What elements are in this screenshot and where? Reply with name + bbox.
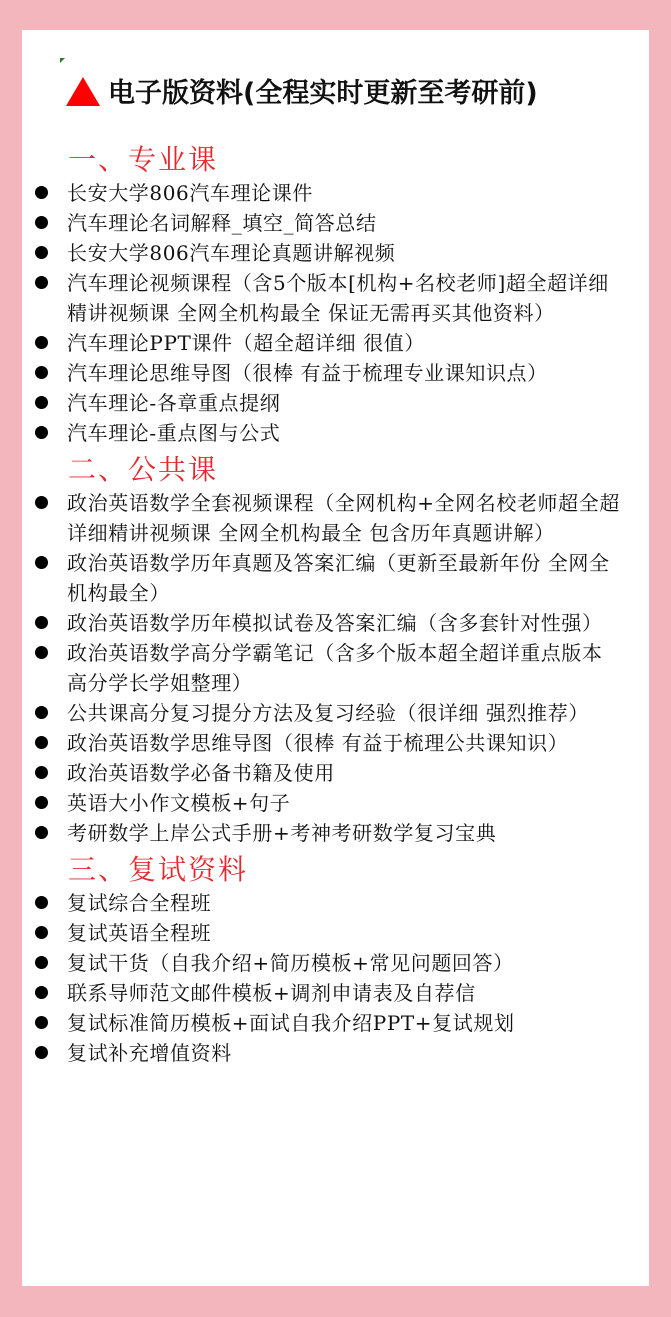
list-item: [22, 698, 649, 728]
item-list: [22, 888, 649, 1068]
bullet-icon: [35, 336, 48, 349]
list-item: [22, 918, 649, 948]
bullet-icon: [35, 736, 48, 749]
bullet-icon: [35, 426, 48, 439]
item-text: 汽车理论名词解释_填空_简答总结: [67, 211, 377, 235]
item-text: 政治英语数学必备书籍及使用: [67, 761, 335, 785]
list-item: [22, 888, 649, 918]
item-text: 复试干货（自我介绍+简历模板+常见问题回答）: [67, 951, 514, 975]
item-text: 长安大学806汽车理论真题讲解视频: [67, 241, 396, 265]
bullet-icon: [35, 706, 48, 719]
warning-triangle-icon: [66, 77, 100, 106]
list-item: [22, 638, 649, 698]
list-item: [22, 388, 649, 418]
list-item: [22, 818, 649, 848]
title-row: [66, 70, 538, 110]
bullet-icon: [35, 896, 48, 909]
section-heading: 二、公共课: [68, 453, 219, 486]
item-text: 复试补充增值资料: [67, 1041, 232, 1065]
bullet-icon: [35, 496, 48, 509]
item-text: 考研数学上岸公式手册+考神考研数学复习宝典: [67, 821, 497, 845]
item-text: 汽车理论-重点图与公式: [67, 421, 281, 445]
bullet-icon: [35, 366, 48, 379]
list-item: [22, 418, 649, 448]
list-item: [22, 1038, 649, 1068]
bullet-icon: [35, 616, 48, 629]
list-item: [22, 788, 649, 818]
list-item: [22, 948, 649, 978]
list-item: [22, 358, 649, 388]
bullet-icon: [35, 186, 48, 199]
list-item: [22, 1008, 649, 1038]
list-item: [22, 978, 649, 1008]
bullet-icon: [35, 1046, 48, 1059]
bullet-icon: [35, 766, 48, 779]
item-text: 汽车理论视频课程（含5个版本[机构+名校老师]超全超详细精讲视频课 全网全机构最全 保证无需再买其他资料）: [67, 271, 609, 325]
item-text: 复试英语全程班: [67, 921, 212, 945]
page-title: 电子版资料(全程实时更新至考研前): [108, 77, 538, 109]
bullet-icon: [35, 826, 48, 839]
item-text: 联系导师范文邮件模板+调剂申请表及自荐信: [67, 981, 476, 1005]
item-text: 汽车理论PPT课件（超全超详细 很值）: [67, 331, 426, 355]
item-text: 政治英语数学全套视频课程（全网机构+全网名校老师超全超详细精讲视频课 全网全机构最全 包含历年真题讲解）: [67, 491, 620, 545]
section-retest: [22, 852, 649, 1068]
list-item: [22, 328, 649, 358]
item-text: 英语大小作文模板+句子: [67, 791, 291, 815]
bullet-icon: [35, 1016, 48, 1029]
bullet-icon: [35, 556, 48, 569]
content-card: [22, 30, 649, 1286]
bullet-icon: [35, 926, 48, 939]
item-text: 政治英语数学历年真题及答案汇编（更新至最新年份 全网全机构最全）: [67, 551, 610, 605]
corner-mark: [60, 58, 65, 63]
item-text: 汽车理论思维导图（很棒 有益于梳理专业课知识点）: [67, 361, 548, 385]
bullet-icon: [35, 246, 48, 259]
section-professional: [22, 142, 649, 448]
item-list: [22, 178, 649, 448]
bullet-icon: [35, 796, 48, 809]
list-item: [22, 268, 649, 328]
list-item: [22, 758, 649, 788]
item-text: 公共课高分复习提分方法及复习经验（很详细 强烈推荐）: [67, 701, 589, 725]
section-heading: 三、复试资料: [68, 853, 249, 886]
list-item: [22, 488, 649, 548]
item-text: 复试标准简历模板+面试自我介绍PPT+复试规划: [67, 1011, 515, 1035]
list-item: [22, 208, 649, 238]
bullet-icon: [35, 396, 48, 409]
item-text: 汽车理论-各章重点提纲: [67, 391, 281, 415]
item-text: 复试综合全程班: [67, 891, 212, 915]
list-item: [22, 608, 649, 638]
item-text: 长安大学806汽车理论课件: [67, 181, 313, 205]
bullet-icon: [35, 986, 48, 999]
list-item: [22, 548, 649, 608]
list-item: [22, 178, 649, 208]
bullet-icon: [35, 646, 48, 659]
sections-container: [22, 142, 649, 1068]
item-text: 政治英语数学历年模拟试卷及答案汇编（含多套针对性强）: [67, 611, 603, 635]
bullet-icon: [35, 956, 48, 969]
bullet-icon: [35, 276, 48, 289]
list-item: [22, 238, 649, 268]
section-public: [22, 452, 649, 848]
section-heading: 一、专业课: [68, 143, 219, 176]
item-list: [22, 488, 649, 848]
item-text: 政治英语数学思维导图（很棒 有益于梳理公共课知识）: [67, 731, 569, 755]
item-text: 政治英语数学高分学霸笔记（含多个版本超全超详重点版本 高分学长学姐整理）: [67, 641, 603, 695]
bullet-icon: [35, 216, 48, 229]
list-item: [22, 728, 649, 758]
